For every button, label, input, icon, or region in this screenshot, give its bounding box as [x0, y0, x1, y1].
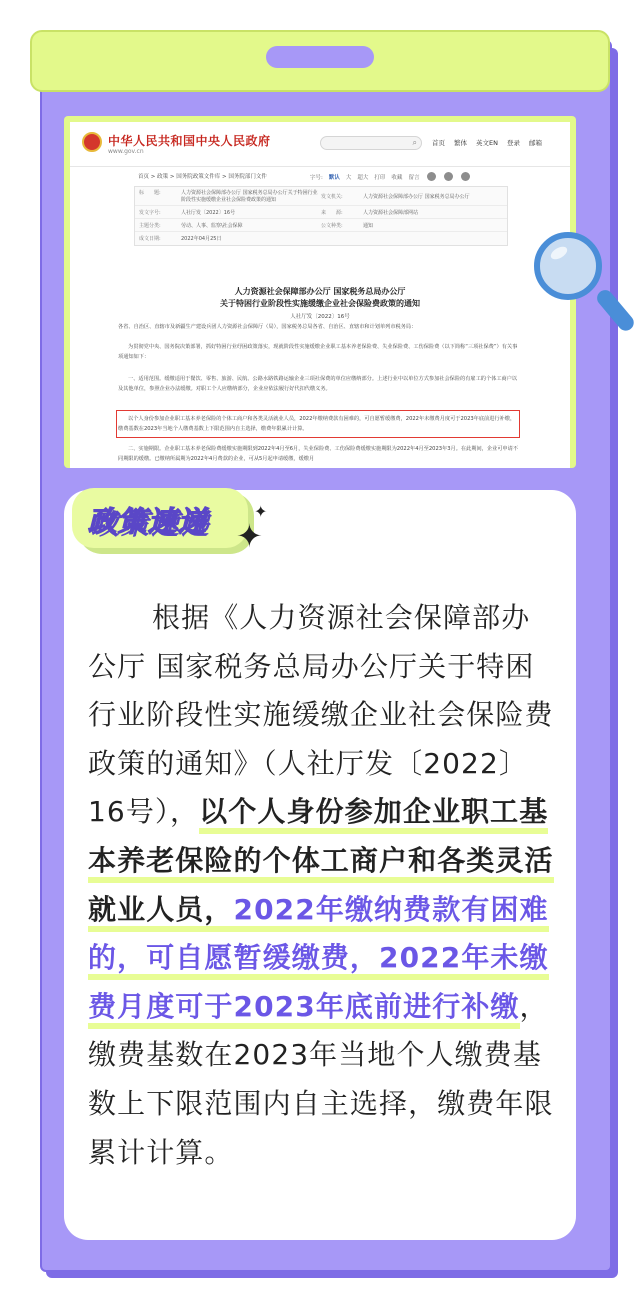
document-paragraph-highlighted: 以个人身份参加企业职工基本养老保险的个体工商户和各类灵活就业人员，2022年缴纳费款有困难的，可自愿暂缓缴费，2022年未缴费月度可于2023年底前进行补缴，缴费基数在2023年当地个人缴费基数上下限范围内自主选择，缴费年限累计计算。: [118, 416, 516, 432]
gov-search-input[interactable]: [320, 136, 422, 150]
meta-value: 劳动、人事、监察\社会保障: [181, 222, 243, 229]
document-title-line1: 人力资源社会保障部办公厅 国家税务总局办公厅: [234, 287, 406, 296]
meta-cell: [321, 209, 503, 216]
meta-key: 发文机关:: [321, 193, 343, 200]
body-sentence-4: ，缴费基数在2023年当地个人缴费基数上下限范围内自主选择，缴费年限累计计算。: [88, 989, 554, 1169]
weibo-share-icon[interactable]: [427, 172, 436, 181]
meta-key: 公文种类:: [321, 222, 343, 229]
meta-value: 人力资源社会保障部办公厅 国家税务总局办公厅关于特困行业阶段性实施缓缴企业社会保险费政策的通知: [181, 190, 318, 203]
nav-english[interactable]: 英文EN: [476, 139, 498, 147]
nav-home[interactable]: 首页: [432, 139, 445, 147]
document-paragraph: 二、实施期限。企业职工基本养老保险费缓缴实施期限到2022年4月至6月，失业保险费、工伤保险费缓缴实施期限为2022年4月至2023年3月。在此期间，企业可申请不同期限的缓缴。已缴纳所属期为2022年4月费款的企业，可从5月起申请缓缴，缓缴月: [118, 446, 518, 462]
document-paragraph: 为贯彻党中央、国务院决策部署，抓好特困行业纾困政策落实，现就阶段性实施缓缴企业职工基本养老保险费、失业保险费、工伤保险费（以下简称“三项社保费”）有关事项通知如下：: [118, 344, 518, 360]
divider: [70, 166, 570, 167]
message-button[interactable]: 留言: [408, 174, 420, 181]
meta-key: 标 题:: [139, 190, 161, 196]
gov-site-url: www.gov.cn: [108, 148, 144, 155]
sparkle-small-icon: ✦: [254, 502, 268, 521]
meta-key: 成文日期:: [139, 236, 161, 242]
meta-row: [135, 219, 507, 232]
header-pill: [266, 46, 374, 68]
font-default-button[interactable]: 默认: [328, 174, 340, 181]
meta-cell: [139, 209, 321, 216]
document-paragraph: 一、适用范围。缓缴适用于餐饮、零售、旅游、民航、公路水路铁路运输企业三项社保费的单位应缴纳部分。上述行业中以单位方式参加社会保险的有雇工的个体工商户以及其他单位，参照企业办法缓缴。对职工个人应缴纳部分，企业应依法履行好代扣代缴义务。: [118, 376, 518, 392]
meta-cell: [139, 189, 321, 203]
gov-nav: [432, 138, 542, 147]
meta-row: [135, 206, 507, 219]
meta-value: 人力资源社会保障部网站: [363, 209, 419, 216]
sparkle-icon: ✦: [236, 517, 263, 555]
document-number: 人社厅发〔2022〕16号: [290, 314, 350, 320]
page-tools: [310, 172, 470, 181]
body-sentence-1: 根据《人力资源社会保障部办公厅 国家税务总局办公厅关于特困行业阶段性实施缓缴企业社会保险费政策的通知》（人社厅发〔2022〕16号），: [88, 601, 554, 829]
nav-login[interactable]: 登录: [506, 139, 520, 147]
meta-value: 人力资源社会保障部办公厅 国家税务总局办公厅: [363, 193, 470, 200]
body-sentence-3-highlight: 2022年缴纳费款有困难的，可自愿暂缓缴费，2022年未缴费月度可于2023年底前进行补缴: [88, 893, 549, 1029]
document-title-line2: 关于特困行业阶段性实施缓缴企业社会保险费政策的通知: [220, 299, 420, 308]
document-screenshot-inner: [70, 122, 570, 468]
favorite-button[interactable]: 收藏: [391, 174, 403, 181]
meta-value: 2022年04月25日: [181, 236, 222, 242]
meta-cell: [321, 193, 503, 200]
policy-body-text: [88, 594, 558, 1177]
policy-tag: 政策速递: [88, 505, 209, 538]
highlight-box: [116, 410, 520, 438]
gov-header: [70, 122, 570, 162]
meta-value: 通知: [363, 222, 374, 229]
meta-cell: [139, 235, 321, 242]
magnifier-icon: [534, 232, 602, 300]
meta-row: [135, 232, 507, 245]
font-xlarge-button[interactable]: 超大: [357, 174, 369, 181]
wechat-share-icon[interactable]: [444, 172, 453, 181]
breadcrumb[interactable]: 首页 > 政策 > 国务院政策文件库 > 国务院部门文件: [138, 174, 267, 180]
meta-key: 发文字号:: [139, 209, 161, 216]
gov-site-title[interactable]: 中华人民共和国中央人民政府: [108, 134, 271, 148]
font-size-label: 字号:: [310, 174, 323, 181]
meta-cell: [139, 222, 321, 229]
meta-key: 主题分类:: [139, 222, 161, 229]
document-meta-table: [134, 186, 508, 246]
meta-key: 来 源:: [321, 209, 343, 216]
nav-mail[interactable]: 邮箱: [528, 139, 542, 147]
document-paragraph: 各省、自治区、直辖市及新疆生产建设兵团人力资源社会保障厅（局），国家税务总局各省、自治区、直辖市和计划单列市税务局：: [118, 324, 417, 330]
qzone-share-icon[interactable]: [461, 172, 470, 181]
meta-cell: [321, 222, 503, 229]
document-screenshot: [64, 116, 576, 468]
body-sentence-2-bold: 以个人身份参加企业职工基本养老保险的个体工商户和各类灵活就业人员，: [88, 795, 554, 931]
national-emblem-icon: [82, 132, 102, 152]
search-icon[interactable]: ⌕: [412, 138, 417, 147]
meta-row: [135, 187, 507, 206]
policy-card: [64, 490, 576, 1240]
print-button[interactable]: 打印: [374, 174, 386, 181]
font-large-button[interactable]: 大: [345, 174, 352, 181]
meta-value: 人社厅发〔2022〕16号: [181, 209, 236, 216]
nav-traditional[interactable]: 繁体: [454, 139, 467, 147]
